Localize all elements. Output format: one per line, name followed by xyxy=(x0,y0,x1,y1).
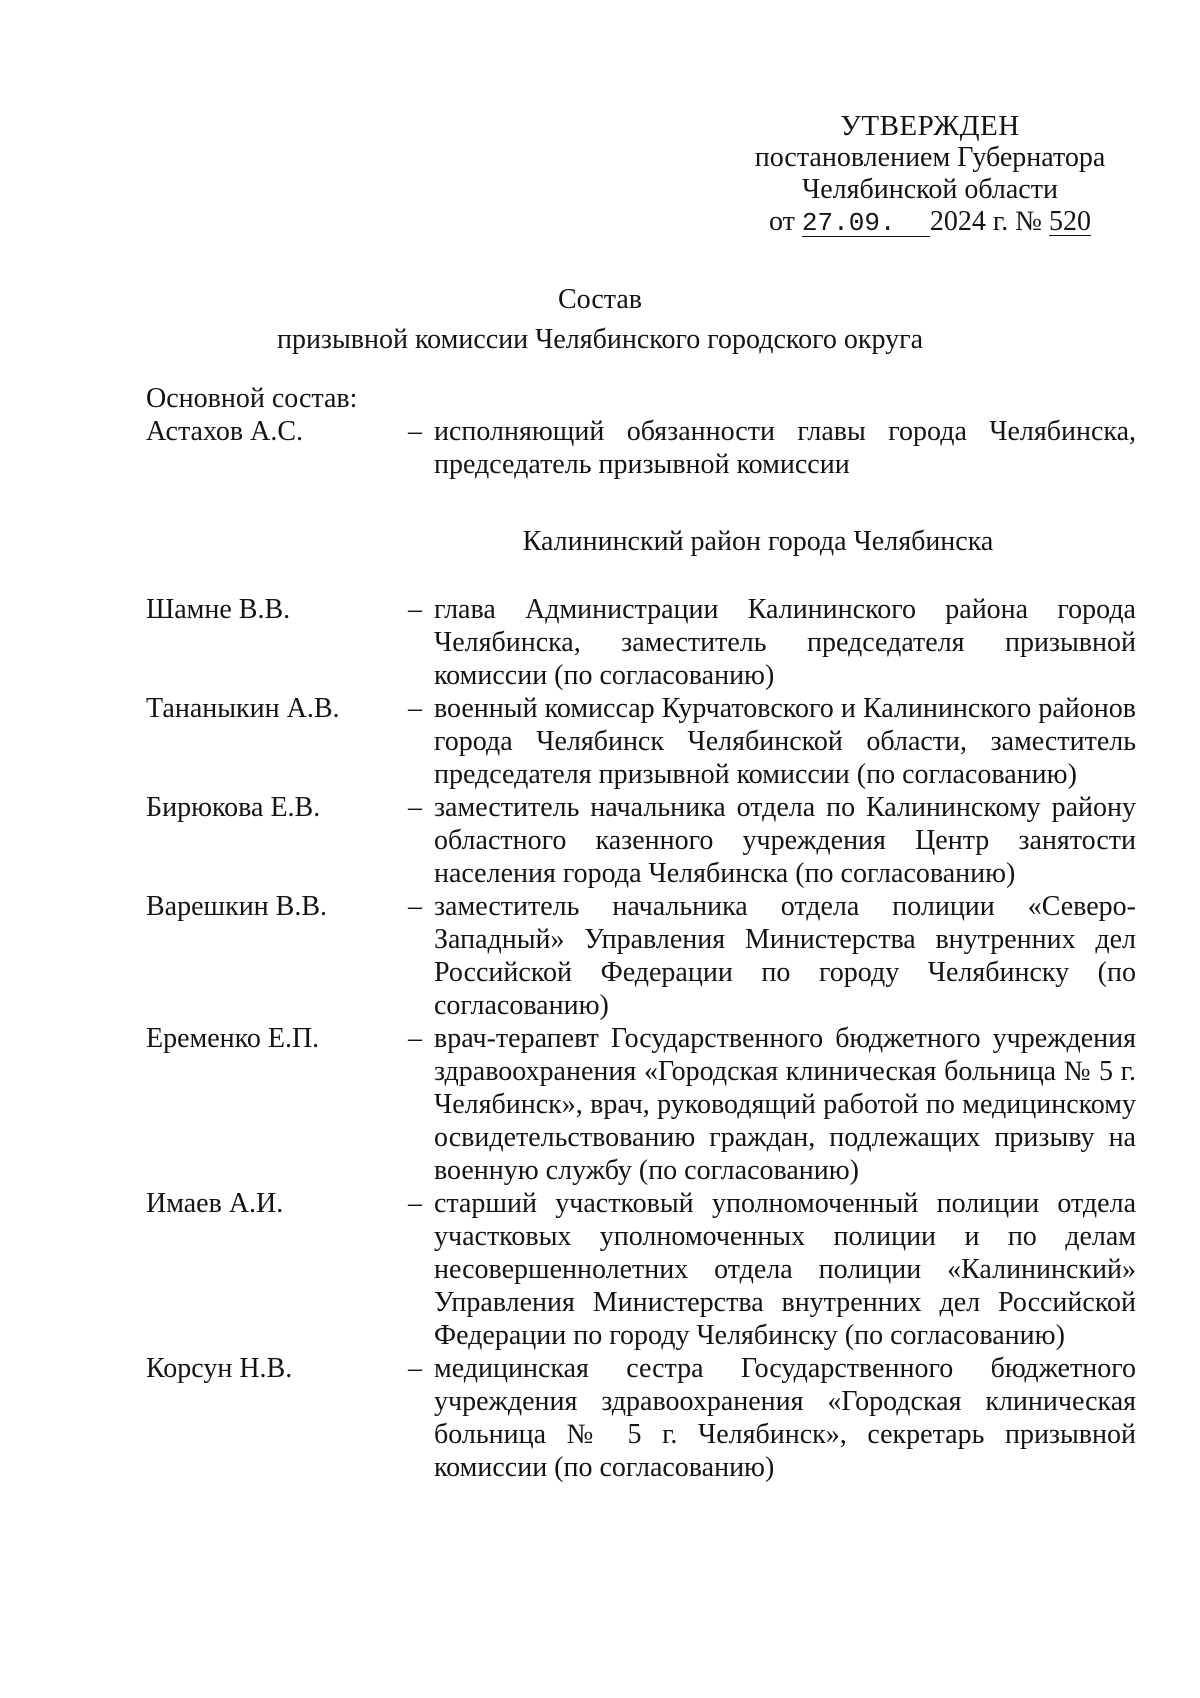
member-dash: – xyxy=(408,693,422,724)
member-role: заместитель начальника отдела полиции «Северо-Западный» Управления Министерства внутренних дел Российской Федерации по городу Челябинску (по согласованию) xyxy=(434,891,1136,1021)
member-role: военный комиссар Курчатовского и Калининского районов города Челябинск Челябинской области, заместитель председателя призывной комиссии (по согласованию) xyxy=(434,693,1136,790)
approval-number: 520 xyxy=(1048,206,1091,237)
member-name: Еременко Е.П. xyxy=(146,1023,320,1054)
member-role: врач-терапевт Государственного бюджетного учреждения здравоохранения «Городская клиническая больница № 5 г. Челябинск», врач, руководящий работой по медицинскому освидетельствованию граждан, подлежащих призыву на военную службу (по согласованию) xyxy=(434,1023,1136,1186)
member-dash: – xyxy=(408,891,422,922)
member-role: глава Администрации Калининского района города Челябинска, заместитель председателя призывной комиссии (по согласованию) xyxy=(434,594,1136,691)
district-heading: Калининский район города Челябинска xyxy=(522,526,994,557)
member-name: Корсун Н.В. xyxy=(146,1353,293,1384)
approval-line-1: постановлением Губернатора xyxy=(754,142,1106,173)
approval-line-2: Челябинской области xyxy=(802,174,1058,205)
member-dash: – xyxy=(408,594,422,625)
approval-title: УТВЕРЖДЕН xyxy=(840,110,1020,142)
member-dash: – xyxy=(408,792,422,823)
commission-members xyxy=(146,382,1136,1484)
approval-stamp xyxy=(740,110,1120,238)
member-name: Варешкин В.В. xyxy=(146,891,328,922)
member-role: медицинская сестра Государственного бюджетного учреждения здравоохранения «Городская клиническая больница № 5 г. Челябинск», секретарь призывной комиссии (по согласованию) xyxy=(434,1353,1136,1483)
member-row xyxy=(146,1022,1136,1187)
member-row xyxy=(146,1187,1136,1352)
main-composition-label: Основной состав: xyxy=(146,383,358,414)
member-row xyxy=(146,692,1136,791)
member-role: заместитель начальника отдела по Калининскому району областного казенного учреждения Центр занятости населения города Челябинска (по согласованию) xyxy=(434,792,1136,889)
approval-date-prefix: от xyxy=(769,206,795,237)
member-dash: – xyxy=(408,1023,422,1054)
member-row xyxy=(146,791,1136,890)
member-role: старший участковый уполномоченный полиции отдела участковых уполномоченных полиции и по делам несовершеннолетних отдела полиции «Калининский» Управления Министерства внутренних дел Российской Федерации по городу Челябинску (по согласованию) xyxy=(434,1188,1136,1351)
member-dash: – xyxy=(408,416,422,447)
document-subtitle: призывной комиссии Челябинского городского округа xyxy=(276,324,924,355)
approval-date-line xyxy=(740,206,1120,238)
member-name: Имаев А.И. xyxy=(146,1188,284,1219)
approval-date-value: 27.09. xyxy=(802,210,930,237)
member-row xyxy=(146,593,1136,692)
member-row-chair xyxy=(146,415,1136,481)
document-title: Состав xyxy=(557,284,643,315)
member-name: Тананыкин А.В. xyxy=(146,693,340,724)
member-dash: – xyxy=(408,1188,422,1219)
member-row xyxy=(146,890,1136,1022)
member-role: исполняющий обязанности главы города Челябинска, председатель призывной комиссии xyxy=(434,416,1136,480)
member-row xyxy=(146,1352,1136,1484)
member-name: Шамне В.В. xyxy=(146,594,291,625)
member-name: Бирюкова Е.В. xyxy=(146,792,321,823)
document-heading xyxy=(0,280,1200,360)
member-name: Астахов А.С. xyxy=(146,416,304,447)
member-dash: – xyxy=(408,1353,422,1384)
approval-year: 2024 г. № xyxy=(929,206,1042,237)
